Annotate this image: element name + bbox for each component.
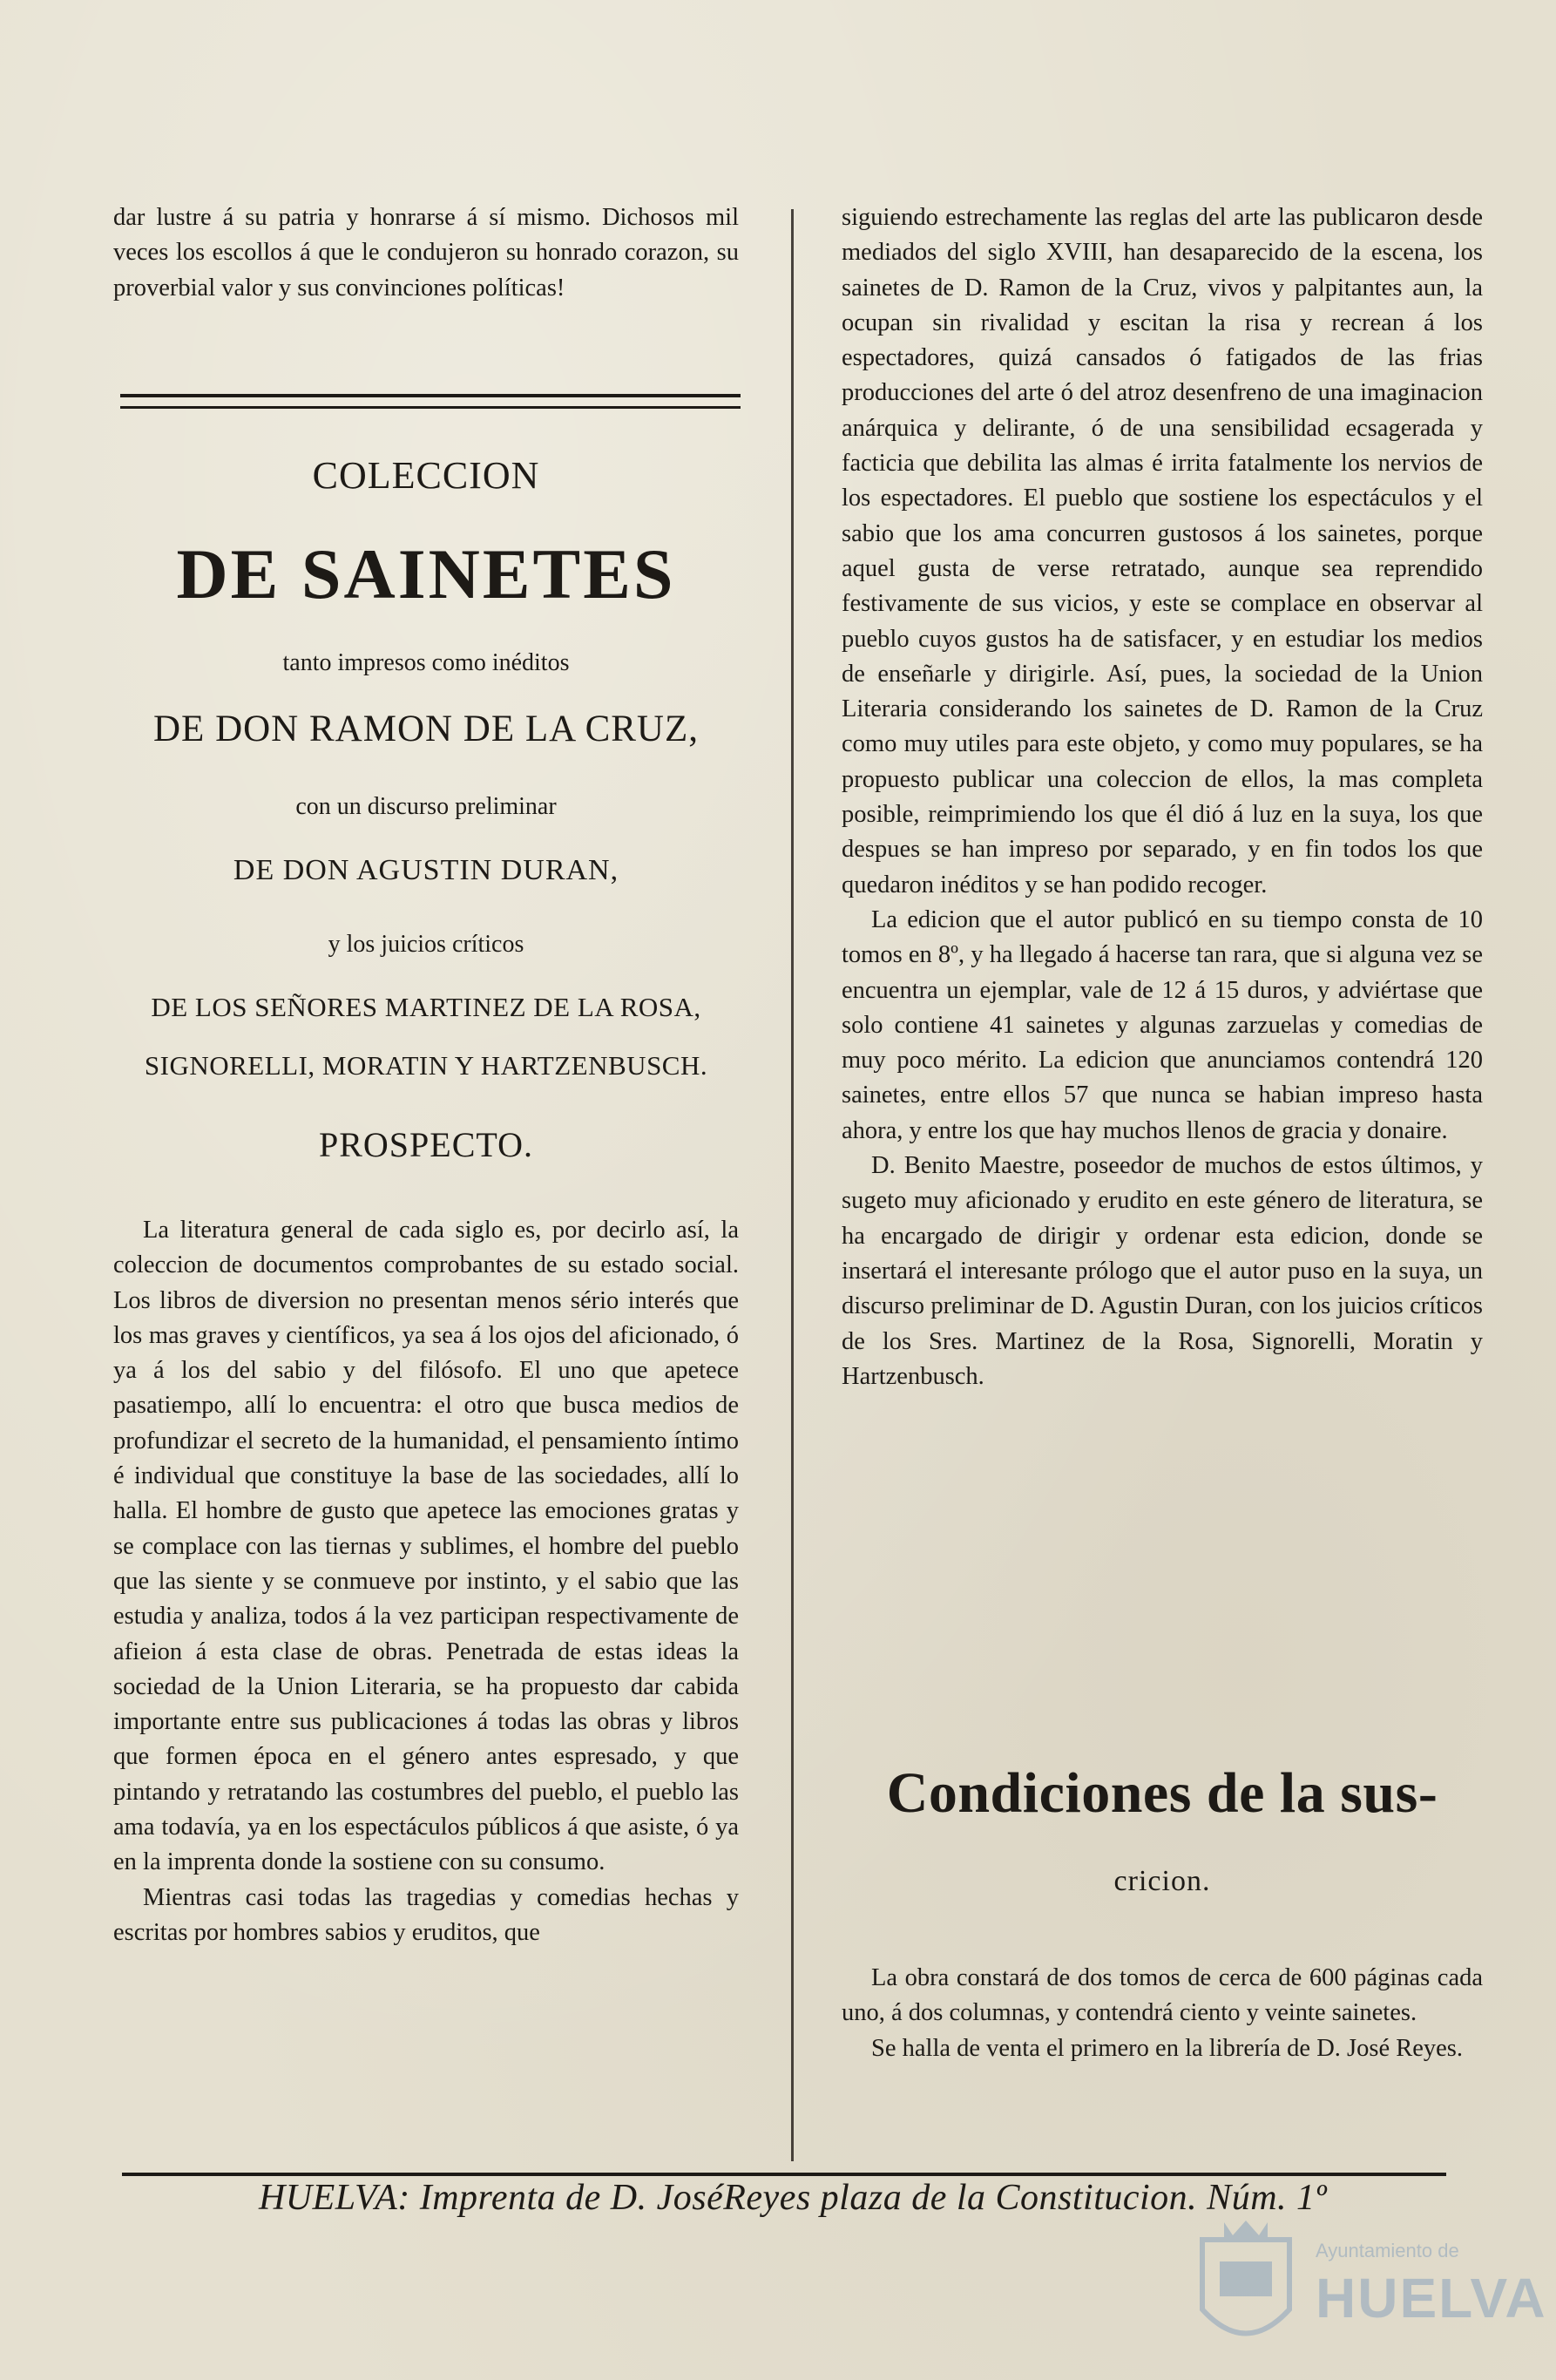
title-duran: DE DON AGUSTIN DURAN, <box>233 854 619 886</box>
conditions-paragraph-2: Se halla de venta el primero en la librería de D. José Reyes. <box>871 2034 1464 2062</box>
watermark-line1: Ayuntamiento de <box>1316 2240 1459 2261</box>
title-sainetes: DE SAINETES <box>176 534 676 614</box>
title-signorelli: SIGNORELLI, MORATIN Y HARTZENBUSCH. <box>144 1050 708 1081</box>
left-top-paragraph <box>113 200 739 306</box>
conditions-paragraph-1: La obra constará de dos tomos de cerca de 600 páginas cada uno, á dos columnas, y contendrá ciento y veinte sainetes. <box>842 1964 1483 2027</box>
archive-watermark <box>1194 2205 1547 2370</box>
title-subline-impresos: tanto impresos como inéditos <box>282 649 570 676</box>
double-rule-separator <box>120 394 741 409</box>
conditions-body <box>842 1961 1483 2066</box>
conditions-title: Condiciones de la sus- <box>886 1761 1438 1825</box>
prospecto-paragraph-1: La literatura general de cada siglo es, por decirlo así, la coleccion de documentos comprobantes de su estado social. Los libros de diversion no presentan menos sério interés que los mas graves y científicos, ya sea á los ojos del aficionado, ó ya á los del sabio y del filósofo. El uno que apetece pasatiempo, allí lo encuentra: el otro que busca medios de profundizar el secreto de la humanidad, el pensamiento íntimo é individual que constituye la base de las sociedades, allí lo halla. El hombre de gusto que apetece las emociones gratas y se complace con las tiernas y sublimes, el hombre del pueblo que las siente y se conmueve por instinto, y el sabio que las estudia y analiza, todos á la vez participan respectivamente de afieion á esta clase de obras. Penetrada de estas ideas la sociedad de la Union Literaria, se ha propuesto dar cabida importante entre sus publicaciones á todas las obras y libros que formen época en el género antes espresado, y que pintando y retratando las costumbres del pueblo, el pueblo las ama todavía, ya en los espectáculos públicos á que asiste, ó ya en la imprenta donde la sostiene con su consumo. <box>113 1217 739 1876</box>
intro-text: dar lustre á su patria y honrarse á sí mismo. Dichosos mil veces los escollos á que le condujeron su honrado corazon, su proverbial valor y sus convinciones políticas! <box>113 204 739 302</box>
prospecto-body-left <box>113 1213 739 1950</box>
right-paragraph-1: siguiendo estrechamente las reglas del arte las publicaron desde mediados del siglo XVIII, han desaparecido de la escena, los sainetes de D. Ramon de la Cruz, vivos y palpitantes aun, la ocupan sin rivalidad y escitan la risa y recrean á los espectadores, quizá cansados ó fatigados de las frias producciones del arte ó del atroz desenfreno de una imaginacion anárquica y delirante, ó de una sensibilidad ecsagerada y facticia que debilita las almas é irrita fatalmente los nervios de los espectadores. El pueblo que sostiene los espectáculos y el sabio que los ama concurren gustosos á los sainetes, porque aquel gusta de verse retratado, aunque sea reprendido festivamente de sus vicios, y este se complace en observar al pueblo cuyos gustos ha de satisfacer, y en estudiar los medios de enseñarle y dirigirle. Así, pues, la sociedad de la Union Literaria considerando los sainetes de D. Ramon de la Cruz como muy utiles para este objeto, y como muy populares, se ha propuesto publicar una coleccion de ellos, la mas completa posible, reimprimiendo los que él dió á luz en la suya, los que despues se han impreso por separado, y en fin todos los que quedaron inéditos y se han podido recoger. <box>842 204 1483 898</box>
title-coleccion: COLECCION <box>312 454 540 497</box>
footer-rule <box>122 2173 1446 2176</box>
right-paragraph-3: D. Benito Maestre, poseedor de muchos de estos últimos, y sugeto muy aficionado y erudito en este género de literatura, se ha encargado de dirigir y ordenar esta edicion, donde se insertará el interesante prólogo que el autor puso en la suya, un discurso preliminar de D. Agustin Duran, con los juicios críticos de los Sres. Martinez de la Rosa, Signorelli, Moratin y Hartzenbusch. <box>842 1152 1483 1390</box>
title-author: DE DON RAMON DE LA CRUZ, <box>153 709 699 749</box>
watermark-line2: HUELVA <box>1316 2267 1547 2329</box>
title-senores: DE LOS SEÑORES MARTINEZ DE LA ROSA, <box>151 992 701 1022</box>
right-paragraph-2: La edicion que el autor publicó en su tiempo consta de 10 tomos en 8º, y ha llegado á hacerse tan rara, que si alguna vez se encuentra un ejemplar, vale de 12 á 15 duros, y adviértase que solo contiene 41 sainetes y algunas zarzuelas y comedias de muy poco mérito. La edicion que anunciamos contendrá 120 sainetes, entre ellos 57 que nunca se habian impreso hasta ahora, y entre los que hay muchos llenos de gracia y donaire. <box>842 905 1483 1144</box>
title-subline-discurso: con un discurso preliminar <box>295 793 557 820</box>
conditions-title-continued: cricion. <box>1113 1865 1211 1897</box>
title-subline-juicios: y los juicios críticos <box>328 931 524 958</box>
section-title-prospecto: PROSPECTO. <box>318 1125 533 1164</box>
imprint-footer: HUELVA: Imprenta de D. JoséReyes plaza de la Constitucion. Núm. 1º <box>258 2178 1328 2218</box>
right-column-body <box>842 200 1483 1394</box>
city-crest-icon <box>1194 2214 1298 2362</box>
column-divider <box>791 209 794 2161</box>
prospecto-paragraph-2: Mientras casi todas las tragedias y comedias hechas y escritas por hombres sabios y eruditos, que <box>113 1883 739 1946</box>
